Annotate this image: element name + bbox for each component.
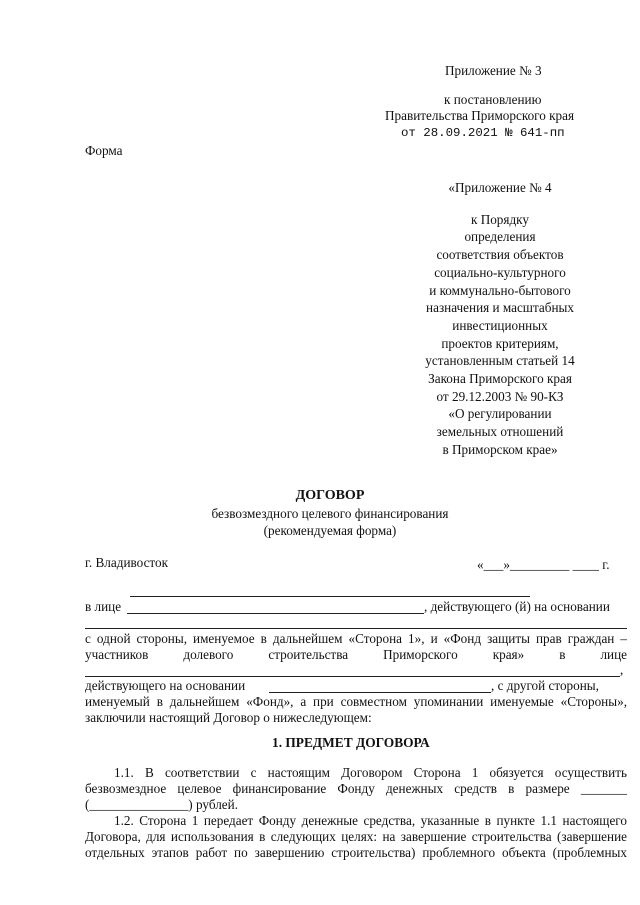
comma: , bbox=[620, 662, 624, 677]
fund-basis-blank bbox=[269, 692, 491, 693]
party1-line: с одной стороны, именуемое в дальнейшем «Сторона 1», и «Фонд защиты прав граждан – bbox=[85, 631, 627, 646]
inner-appendix-line: земельных отношений bbox=[436, 424, 564, 440]
contract-heading bbox=[180, 487, 480, 540]
named-line: именуемый в дальнейшем «Фонд», а при совместном упоминании именуемые «Стороны», bbox=[85, 694, 627, 709]
appendix-number: Приложение № 3 bbox=[445, 63, 542, 78]
clause-1-1-line3: (_______________) рублей. bbox=[85, 797, 238, 812]
fund-representative-blank bbox=[85, 676, 620, 677]
word: участников bbox=[85, 647, 149, 662]
contract-place: г. Владивосток bbox=[85, 555, 169, 570]
inner-appendix-line: к Порядку bbox=[470, 211, 529, 227]
inner-appendix-line: установленным статьей 14 bbox=[425, 353, 575, 369]
resolution-date-number: от 28.09.2021 № 641-пп bbox=[401, 126, 565, 140]
inner-appendix-line: проектов критериям, bbox=[441, 335, 559, 351]
clause-1-1-line2: безвозмездное целевое финансирование Фонду денежных средств в размере _______ bbox=[85, 781, 627, 796]
inner-appendix-line: назначения и масштабных bbox=[426, 300, 574, 316]
word: лице bbox=[600, 647, 627, 662]
basis-blank bbox=[85, 628, 627, 629]
word: края» bbox=[492, 647, 525, 662]
word: долевого bbox=[183, 647, 234, 662]
contract-note: (рекомендуемая форма) bbox=[263, 523, 397, 539]
inner-appendix-line: социально-культурного bbox=[434, 264, 566, 280]
contract-subtitle: безвозмездного целевого финансирования bbox=[211, 505, 449, 521]
clause-1-2-line1: 1.2. Сторона 1 передает Фонду денежные средства, указанные в пункте 1.1 настоящего bbox=[114, 813, 627, 828]
inner-appendix bbox=[390, 179, 610, 459]
acting-basis-prefix: действующего на основании bbox=[85, 678, 246, 693]
section1-title: 1. ПРЕДМЕТ ДОГОВОРА bbox=[272, 735, 430, 750]
concluded-line: заключили настоящий Договор о нижеследующем: bbox=[85, 710, 372, 725]
clause-1-1-line1: 1.1. В соответствии с настоящим Договором Сторона 1 обязуется осуществить bbox=[114, 765, 627, 780]
inner-appendix-line: соответствия объектов bbox=[436, 247, 564, 263]
clause-1-2-line2: Договора, для использования в следующих целях: на завершение строительства (завершение bbox=[85, 829, 627, 844]
other-side-label: , с другой стороны, bbox=[491, 678, 599, 693]
party1-line2 bbox=[85, 647, 627, 663]
representative-blank bbox=[127, 613, 424, 614]
in-person-label: в лице bbox=[85, 599, 122, 614]
acting-basis-label: , действующего (й) на основании bbox=[424, 599, 610, 614]
inner-appendix-line: «О регулировании bbox=[448, 406, 552, 422]
contract-date: «___»_________ ____ г. bbox=[477, 557, 610, 572]
clause-1-2-line3: отдельных этапов работ по завершению строительства) проблемного объекта (проблемных bbox=[85, 845, 627, 860]
inner-appendix-line: в Приморском крае» bbox=[442, 441, 558, 457]
inner-appendix-line: и коммунально-бытового bbox=[429, 282, 571, 298]
inner-appendix-line: «Приложение № 4 bbox=[448, 180, 552, 195]
party-name-blank bbox=[130, 596, 530, 597]
government-name: Правительства Приморского края bbox=[385, 108, 575, 123]
to-resolution: к постановлению bbox=[444, 92, 542, 107]
word: в bbox=[559, 647, 566, 662]
inner-appendix-line: Закона Приморского края bbox=[428, 371, 572, 387]
word: Приморского bbox=[383, 647, 458, 662]
form-label: Форма bbox=[85, 143, 123, 158]
inner-appendix-line: определения bbox=[464, 229, 536, 245]
contract-title: ДОГОВОР bbox=[295, 488, 365, 503]
inner-appendix-line: инвестиционных bbox=[452, 317, 548, 333]
inner-appendix-line: от 29.12.2003 № 90-КЗ bbox=[436, 388, 564, 404]
inner-appendix-spacer bbox=[390, 197, 610, 211]
word: строительства bbox=[268, 647, 349, 662]
